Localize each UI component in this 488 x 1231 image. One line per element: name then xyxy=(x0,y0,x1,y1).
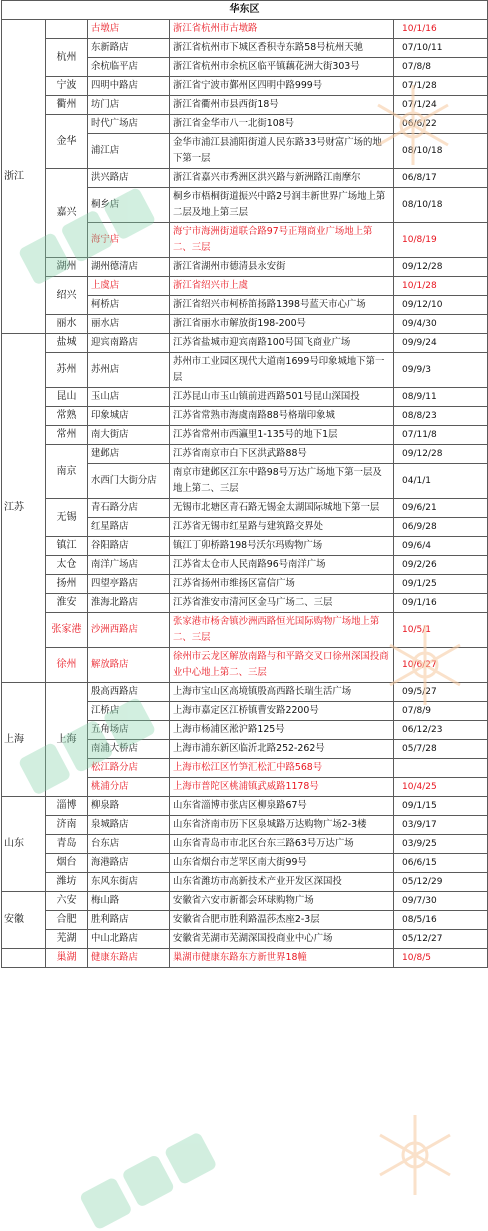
opening-date-cell: 05/12/27 xyxy=(394,930,488,949)
opening-date-cell: 10/4/25 xyxy=(394,778,488,797)
store-name-cell: 沙洲西路店 xyxy=(88,613,170,648)
address-cell: 浙江省衢州市县西街18号 xyxy=(170,96,394,115)
table-row xyxy=(2,445,488,464)
province-cell: 浙江 xyxy=(2,20,46,334)
address-cell: 浙江省杭州市下城区香积寺东路58号杭州天驰 xyxy=(170,39,394,58)
table-row xyxy=(2,873,488,892)
table-row xyxy=(2,334,488,353)
store-name-cell: 红星路店 xyxy=(88,518,170,537)
opening-date-cell: 09/6/4 xyxy=(394,537,488,556)
opening-date-cell: 07/1/24 xyxy=(394,96,488,115)
opening-date-cell: 09/4/30 xyxy=(394,315,488,334)
opening-date-cell: 10/8/5 xyxy=(394,949,488,968)
province-cell: 山东 xyxy=(2,797,46,892)
address-cell: 浙江省绍兴市柯桥笛扬路1398号蓝天市心广场 xyxy=(170,296,394,315)
table-row xyxy=(2,258,488,277)
address-cell: 上海市嘉定区江桥镇曹安路2200号 xyxy=(170,702,394,721)
store-name-cell: 玉山店 xyxy=(88,388,170,407)
address-cell: 桐乡市梧桐街道振兴中路2号润丰新世界广场地上第二层及地上第三层 xyxy=(170,188,394,223)
opening-date-cell: 10/1/28 xyxy=(394,277,488,296)
province-cell: 上海 xyxy=(2,683,46,797)
city-cell: 绍兴 xyxy=(46,277,88,315)
table-row xyxy=(2,930,488,949)
address-cell: 镇江丁卯桥路198号沃尔玛购物广场 xyxy=(170,537,394,556)
table-row xyxy=(2,115,488,134)
address-cell: 安徽省合肥市胜利路温莎杰座2-3层 xyxy=(170,911,394,930)
address-cell: 上海市普陀区桃浦镇武威路1178号 xyxy=(170,778,394,797)
city-cell: 青岛 xyxy=(46,835,88,854)
store-name-cell: 江桥店 xyxy=(88,702,170,721)
store-name-cell: 苏州店 xyxy=(88,353,170,388)
table-row xyxy=(2,388,488,407)
opening-date-cell xyxy=(394,759,488,778)
address-cell: 江苏省淮安市清河区金马广场二、三层 xyxy=(170,594,394,613)
table-row xyxy=(2,169,488,188)
store-name-cell: 上虞店 xyxy=(88,277,170,296)
city-cell: 湖州 xyxy=(46,258,88,277)
province-cell: 江苏 xyxy=(2,334,46,683)
opening-date-cell: 09/7/30 xyxy=(394,892,488,911)
table-row xyxy=(2,537,488,556)
address-cell: 山东省青岛市市北区台东三路63号万达广场 xyxy=(170,835,394,854)
opening-date-cell: 09/12/28 xyxy=(394,258,488,277)
address-cell: 浙江省湖州市德清县永安街 xyxy=(170,258,394,277)
city-cell: 张家港 xyxy=(46,613,88,648)
store-name-cell: 泉城路店 xyxy=(88,816,170,835)
opening-date-cell: 10/1/16 xyxy=(394,20,488,39)
table-row xyxy=(2,683,488,702)
store-name-cell: 胜利路店 xyxy=(88,911,170,930)
address-cell: 江苏省常州市西瀛里1-135号的地下1层 xyxy=(170,426,394,445)
address-cell: 徐州市云龙区解放南路与和平路交叉口徐州深国投商业中心地上第二、三层 xyxy=(170,648,394,683)
watermark-flower-icon xyxy=(370,1110,460,1200)
address-cell: 浙江省丽水市解放街198-200号 xyxy=(170,315,394,334)
address-cell: 安徽省芜湖市芜湖深国投商业中心广场 xyxy=(170,930,394,949)
store-name-cell: 中山北路店 xyxy=(88,930,170,949)
address-cell: 上海市杨浦区淞沪路125号 xyxy=(170,721,394,740)
city-cell: 宁波 xyxy=(46,77,88,96)
table-row xyxy=(2,20,488,39)
city-cell: 盐城 xyxy=(46,334,88,353)
opening-date-cell: 09/6/21 xyxy=(394,499,488,518)
city-cell: 丽水 xyxy=(46,315,88,334)
store-name-cell: 印象城店 xyxy=(88,407,170,426)
address-cell: 山东省潍坊市高新技术产业开发区深国投 xyxy=(170,873,394,892)
address-cell: 安徽省六安市新都会环球购物广场 xyxy=(170,892,394,911)
address-cell: 苏州市工业园区现代大道南1699号印象城地下第一层 xyxy=(170,353,394,388)
table-row xyxy=(2,353,488,388)
opening-date-cell: 10/8/19 xyxy=(394,223,488,258)
address-cell: 江苏省盐城市迎宾南路100号国飞商业广场 xyxy=(170,334,394,353)
store-name-cell: 桐乡店 xyxy=(88,188,170,223)
table-row xyxy=(2,96,488,115)
opening-date-cell: 09/12/10 xyxy=(394,296,488,315)
city-cell: 合肥 xyxy=(46,911,88,930)
address-cell: 江苏省南京市白下区洪武路88号 xyxy=(170,445,394,464)
address-cell: 上海市松江区竹笋汇松汇中路568号 xyxy=(170,759,394,778)
opening-date-cell: 08/5/16 xyxy=(394,911,488,930)
table-row xyxy=(2,816,488,835)
table-row xyxy=(2,575,488,594)
city-cell: 上海 xyxy=(46,683,88,797)
city-cell: 衢州 xyxy=(46,96,88,115)
store-name-cell: 余杭临平店 xyxy=(88,58,170,77)
table-row xyxy=(2,277,488,296)
table-row xyxy=(2,892,488,911)
opening-date-cell: 08/10/18 xyxy=(394,134,488,169)
city-cell: 徐州 xyxy=(46,648,88,683)
city-cell: 嘉兴 xyxy=(46,169,88,258)
store-name-cell: 坊门店 xyxy=(88,96,170,115)
address-cell: 浙江省金华市八一北街108号 xyxy=(170,115,394,134)
opening-date-cell: 08/8/23 xyxy=(394,407,488,426)
opening-date-cell: 09/12/28 xyxy=(394,445,488,464)
province-cell xyxy=(2,949,46,968)
address-cell: 江苏省无锡市红星路与建筑路交界处 xyxy=(170,518,394,537)
opening-date-cell: 08/10/18 xyxy=(394,188,488,223)
store-name-cell: 淮海北路店 xyxy=(88,594,170,613)
address-cell: 张家港市杨舍镇沙洲西路恒光国际购物广场地上第二、三层 xyxy=(170,613,394,648)
store-name-cell: 柯桥店 xyxy=(88,296,170,315)
opening-date-cell: 07/8/9 xyxy=(394,702,488,721)
address-cell: 浙江省宁波市鄞州区四明中路999号 xyxy=(170,77,394,96)
table-row xyxy=(2,613,488,648)
store-name-cell: 青石路分店 xyxy=(88,499,170,518)
opening-date-cell: 03/9/25 xyxy=(394,835,488,854)
opening-date-cell: 07/8/8 xyxy=(394,58,488,77)
city-cell: 无锡 xyxy=(46,499,88,537)
store-name-cell: 南大街店 xyxy=(88,426,170,445)
store-name-cell: 健康东路店 xyxy=(88,949,170,968)
opening-date-cell: 06/6/15 xyxy=(394,854,488,873)
region-title: 华东区 xyxy=(2,1,488,20)
address-cell: 金华市浦江县浦阳街道人民东路33号财富广场的地下第一层 xyxy=(170,134,394,169)
opening-date-cell: 09/5/27 xyxy=(394,683,488,702)
table-row xyxy=(2,315,488,334)
opening-date-cell: 07/1/28 xyxy=(394,77,488,96)
store-name-cell: 海宁店 xyxy=(88,223,170,258)
opening-date-cell: 10/5/1 xyxy=(394,613,488,648)
city-cell: 芜湖 xyxy=(46,930,88,949)
city-cell: 六安 xyxy=(46,892,88,911)
address-cell: 浙江省杭州市古墩路 xyxy=(170,20,394,39)
city-cell: 潍坊 xyxy=(46,873,88,892)
city-cell: 金华 xyxy=(46,115,88,169)
store-name-cell: 松江路分店 xyxy=(88,759,170,778)
address-cell: 上海市浦东新区临沂北路252-262号 xyxy=(170,740,394,759)
store-name-cell: 殷高西路店 xyxy=(88,683,170,702)
opening-date-cell: 06/8/17 xyxy=(394,169,488,188)
opening-date-cell: 05/7/28 xyxy=(394,740,488,759)
address-cell: 无锡市北塘区青石路无锡金太湖国际城地下第一层 xyxy=(170,499,394,518)
store-name-cell: 东新路店 xyxy=(88,39,170,58)
store-name-cell: 桃浦分店 xyxy=(88,778,170,797)
city-cell: 昆山 xyxy=(46,388,88,407)
address-cell: 江苏省常熟市海虞南路88号格瑞印象城 xyxy=(170,407,394,426)
store-name-cell: 时代广场店 xyxy=(88,115,170,134)
city-cell xyxy=(46,20,88,39)
store-name-cell: 四明中路店 xyxy=(88,77,170,96)
opening-date-cell: 07/11/8 xyxy=(394,426,488,445)
city-cell: 苏州 xyxy=(46,353,88,388)
table-row xyxy=(2,556,488,575)
store-name-cell: 四望亭路店 xyxy=(88,575,170,594)
store-name-cell: 洪兴路店 xyxy=(88,169,170,188)
city-cell: 镇江 xyxy=(46,537,88,556)
city-cell: 常州 xyxy=(46,426,88,445)
address-cell: 山东省济南市历下区泉城路万达购物广场2-3楼 xyxy=(170,816,394,835)
store-name-cell: 丽水店 xyxy=(88,315,170,334)
table-row xyxy=(2,594,488,613)
opening-date-cell: 09/9/3 xyxy=(394,353,488,388)
store-name-cell: 水西门大街分店 xyxy=(88,464,170,499)
table-row xyxy=(2,499,488,518)
opening-date-cell: 06/9/28 xyxy=(394,518,488,537)
store-name-cell: 湖州德清店 xyxy=(88,258,170,277)
city-cell: 太仓 xyxy=(46,556,88,575)
address-cell: 山东省淄博市张店区柳泉路67号 xyxy=(170,797,394,816)
address-cell: 江苏省太仓市人民南路96号南洋广场 xyxy=(170,556,394,575)
table-row xyxy=(2,77,488,96)
city-cell: 济南 xyxy=(46,816,88,835)
city-cell: 淄博 xyxy=(46,797,88,816)
city-cell: 杭州 xyxy=(46,39,88,77)
store-name-cell: 梅山路 xyxy=(88,892,170,911)
opening-date-cell: 08/9/11 xyxy=(394,388,488,407)
city-cell: 巢湖 xyxy=(46,949,88,968)
store-name-cell: 海港路店 xyxy=(88,854,170,873)
store-name-cell: 五角场店 xyxy=(88,721,170,740)
store-name-cell: 南洋广场店 xyxy=(88,556,170,575)
opening-date-cell: 09/1/15 xyxy=(394,797,488,816)
store-name-cell: 东风东街店 xyxy=(88,873,170,892)
opening-date-cell: 09/9/24 xyxy=(394,334,488,353)
store-name-cell: 建邺店 xyxy=(88,445,170,464)
region-header-row xyxy=(2,1,488,20)
address-cell: 南京市建邺区江东中路98号万达广场地下第一层及地上第二、三层 xyxy=(170,464,394,499)
table-row xyxy=(2,426,488,445)
table-row xyxy=(2,835,488,854)
address-cell: 浙江省杭州市余杭区临平镇藕花洲大街303号 xyxy=(170,58,394,77)
address-cell: 山东省烟台市芝罘区南大街99号 xyxy=(170,854,394,873)
table-row xyxy=(2,797,488,816)
table-row xyxy=(2,854,488,873)
address-cell: 浙江省绍兴市上虞 xyxy=(170,277,394,296)
store-name-cell: 台东店 xyxy=(88,835,170,854)
table-row xyxy=(2,648,488,683)
store-name-cell: 解放路店 xyxy=(88,648,170,683)
opening-date-cell: 10/6/27 xyxy=(394,648,488,683)
province-cell: 安徽 xyxy=(2,892,46,949)
table-row xyxy=(2,407,488,426)
opening-date-cell: 07/10/11 xyxy=(394,39,488,58)
city-cell: 南京 xyxy=(46,445,88,499)
store-name-cell: 柳泉路 xyxy=(88,797,170,816)
city-cell: 烟台 xyxy=(46,854,88,873)
address-cell: 巢湖市健康东路东方新世界18幢 xyxy=(170,949,394,968)
address-cell: 江苏昆山市玉山镇前进西路501号昆山深国投 xyxy=(170,388,394,407)
opening-date-cell: 09/2/26 xyxy=(394,556,488,575)
opening-date-cell: 06/12/23 xyxy=(394,721,488,740)
opening-date-cell: 05/12/29 xyxy=(394,873,488,892)
store-name-cell: 南浦大桥店 xyxy=(88,740,170,759)
address-cell: 江苏省扬州市维扬区富信广场 xyxy=(170,575,394,594)
store-table xyxy=(1,0,488,968)
city-cell: 扬州 xyxy=(46,575,88,594)
opening-date-cell: 06/6/22 xyxy=(394,115,488,134)
city-cell: 常熟 xyxy=(46,407,88,426)
table-row xyxy=(2,39,488,58)
opening-date-cell: 04/1/1 xyxy=(394,464,488,499)
opening-date-cell: 03/9/17 xyxy=(394,816,488,835)
city-cell: 淮安 xyxy=(46,594,88,613)
watermark-logo-icon xyxy=(70,1110,270,1231)
store-name-cell: 迎宾南路店 xyxy=(88,334,170,353)
address-cell: 海宁市海洲街道联合路97号正翔商业广场地上第二、三层 xyxy=(170,223,394,258)
store-name-cell: 古墩店 xyxy=(88,20,170,39)
store-name-cell: 谷阳路店 xyxy=(88,537,170,556)
store-name-cell: 浦江店 xyxy=(88,134,170,169)
address-cell: 浙江省嘉兴市秀洲区洪兴路与新洲路江南摩尔 xyxy=(170,169,394,188)
opening-date-cell: 09/1/16 xyxy=(394,594,488,613)
table-row xyxy=(2,911,488,930)
address-cell: 上海市宝山区高境镇殷高西路长瑞生活广场 xyxy=(170,683,394,702)
opening-date-cell: 09/1/25 xyxy=(394,575,488,594)
table-row xyxy=(2,949,488,968)
